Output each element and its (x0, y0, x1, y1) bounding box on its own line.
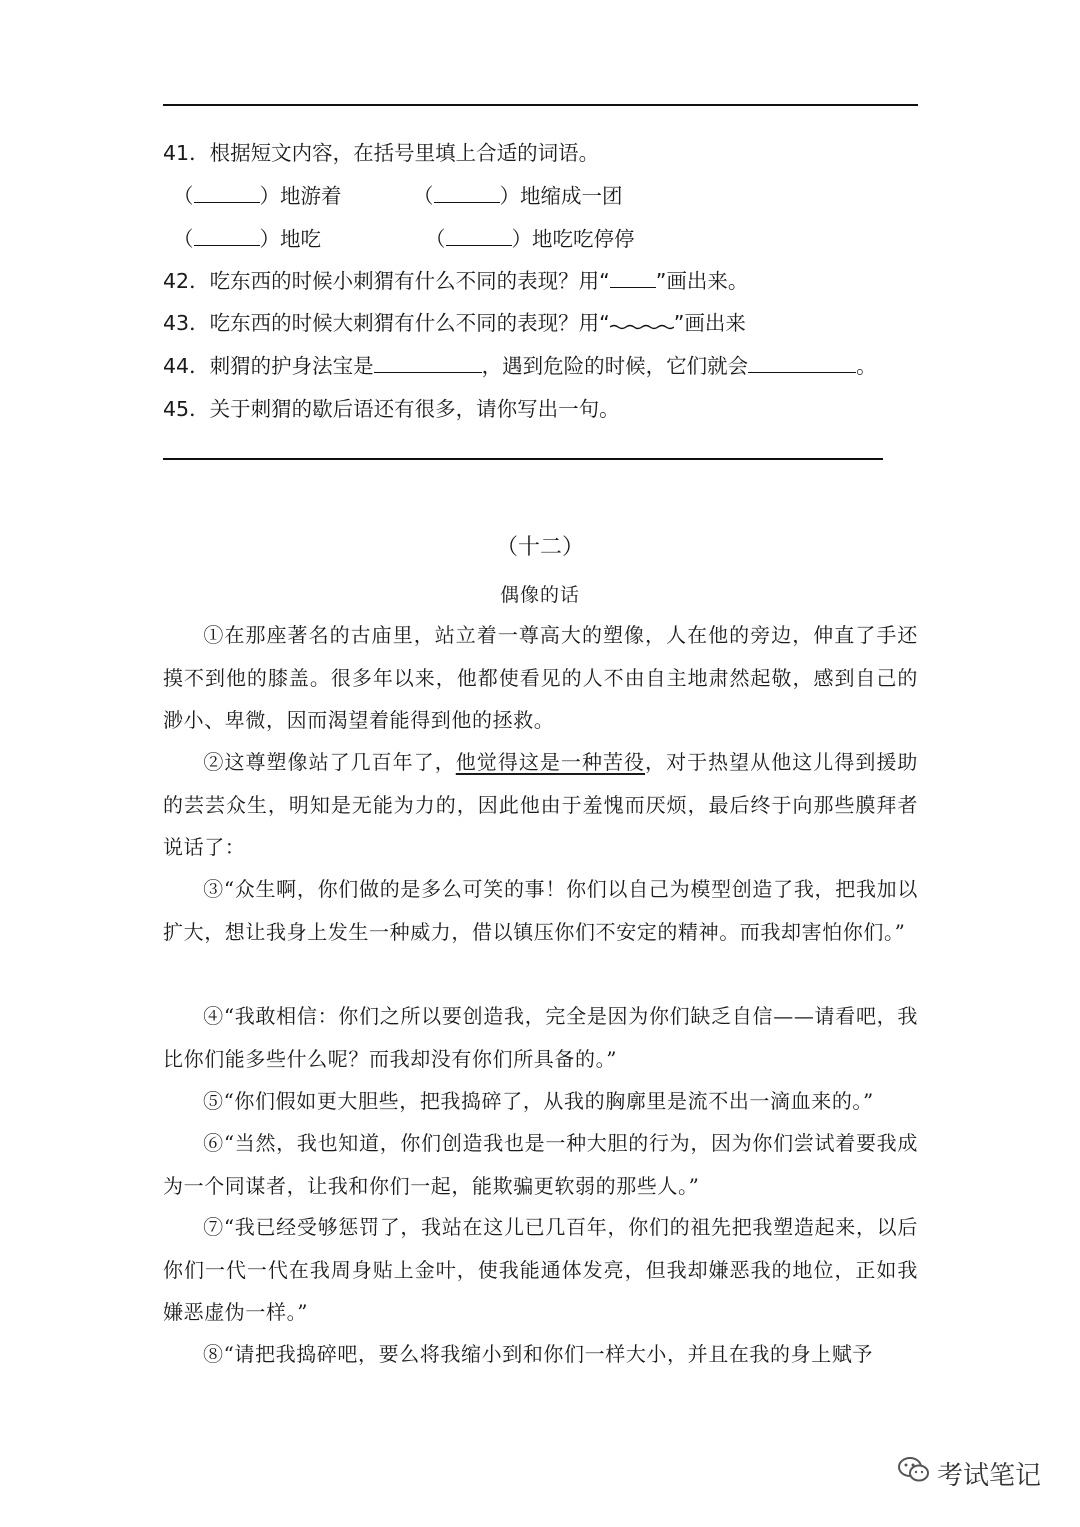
underlined-sentence: 他觉得这是一种苦役 (455, 750, 646, 774)
paragraph-text: ⑧“请把我捣碎吧，要么将我缩小到和你们一样大小，并且在我的身上赋予 (203, 1342, 874, 1366)
fill-item-1[interactable] (173, 183, 342, 209)
paragraph-4 (163, 995, 918, 1080)
paragraph-2 (163, 741, 918, 869)
paragraph-text: ④“我敢相信：你们之所以要创造我，完全是因为你们缺乏自信——请看吧，我比你们能多些什么呢？而我却没有你们所具备的。” (163, 1004, 918, 1071)
question-42-text: 42．吃东西的时候小刺猬有什么不同的表现？用“ (163, 269, 610, 293)
open-paren: （ (413, 184, 434, 208)
paragraph-text: ①在那座著名的古庙里，站立着一尊高大的塑像，人在他的旁边，伸直了手还摸不到他的膝盖。很多年以来，他都使看见的人不由自主地肃然起敬，感到自己的渺小、卑微，因而渴望着能得到他的拯救。 (163, 623, 918, 732)
fill-label: ）地缩成一团 (499, 184, 623, 208)
question-42 (163, 268, 748, 294)
paragraph-3 (163, 868, 918, 953)
paragraph-text: ②这尊塑像站了几百年了， (203, 750, 456, 774)
paragraph-6 (163, 1122, 918, 1207)
question-42-end: ”画出来。 (655, 269, 749, 293)
fill-item-3[interactable] (173, 226, 321, 252)
fill-blank[interactable] (446, 227, 512, 246)
open-paren: （ (425, 227, 446, 251)
paragraph-text: ③“众生啊，你们做的是多么可笑的事！你们以自己为模型创造了我，把我加以扩大，想让我身上发生一种威力，借以镇压你们不安定的精神。而我却害怕你们。” (163, 877, 918, 944)
section-number: （十二） (495, 535, 584, 560)
question-41: 41．根据短文内容，在括号里填上合适的词语。 (163, 141, 600, 165)
fill-item-4[interactable] (425, 226, 635, 252)
question-43-text: 43．吃东西的时候大刺猬有什么不同的表现？用“ (163, 311, 610, 335)
fill-label: ）地吃吃停停 (511, 227, 635, 251)
line-mark-sample (610, 269, 656, 288)
question-44-end: 。 (856, 354, 877, 378)
paragraph-text: ⑤“你们假如更大胆些，把我捣碎了，从我的胸廓里是流不出一滴血来的。” (203, 1089, 874, 1113)
paragraph-1 (163, 614, 918, 742)
watermark-text: 考试笔记 (937, 1461, 1042, 1491)
answer-line-top (163, 104, 918, 106)
wechat-icon (897, 1455, 931, 1492)
paragraph-7 (163, 1206, 918, 1334)
fill-label: ）地吃 (259, 227, 321, 251)
question-45: 45．关于刺猬的歇后语还有很多，请你写出一句。 (163, 397, 620, 421)
fill-blank[interactable] (194, 227, 260, 246)
fill-item-2[interactable] (413, 183, 623, 209)
question-44-text: 44．刺猬的护身法宝是 (163, 354, 374, 378)
fill-blank[interactable] (434, 184, 500, 203)
fill-label: ）地游着 (259, 184, 342, 208)
question-44 (163, 353, 877, 379)
paragraph-text: ⑥“当然，我也知道，你们创造我也是一种大胆的行为，因为你们尝试着要我成为一个同谋者，让我和你们一起，能欺骗更软弱的那些人。” (163, 1131, 918, 1198)
paragraph-8 (163, 1333, 918, 1376)
fill-blank[interactable] (194, 184, 260, 203)
open-paren: （ (173, 227, 194, 251)
answer-blank[interactable] (748, 354, 856, 373)
question-43-end: ”画出来 (673, 311, 746, 335)
paragraph-text: ⑦“我已经受够惩罚了，我站在这儿已几百年，你们的祖先把我塑造起来，以后你们一代一代在我周身贴上金叶，使我能通体发亮，但我却嫌恶我的地位，正如我嫌恶虚伪一样。” (163, 1215, 918, 1324)
open-paren: （ (173, 184, 194, 208)
answer-line-bottom[interactable] (163, 458, 883, 460)
paragraph-text: ，对于热望从他这儿得到援助的芸芸众生，明知是无能为力的，因此他由于羞愧而厌烦，最后终于向那些膜拜者说话了： (163, 750, 918, 859)
question-43 (163, 310, 746, 336)
wavy-mark-sample (610, 310, 674, 328)
answer-blank[interactable] (374, 354, 482, 373)
paragraph-5 (163, 1080, 918, 1123)
passage-title: 偶像的话 (499, 584, 580, 606)
question-44-middle: ，遇到危险的时候，它们就会 (481, 354, 749, 378)
watermark (897, 1455, 1041, 1492)
